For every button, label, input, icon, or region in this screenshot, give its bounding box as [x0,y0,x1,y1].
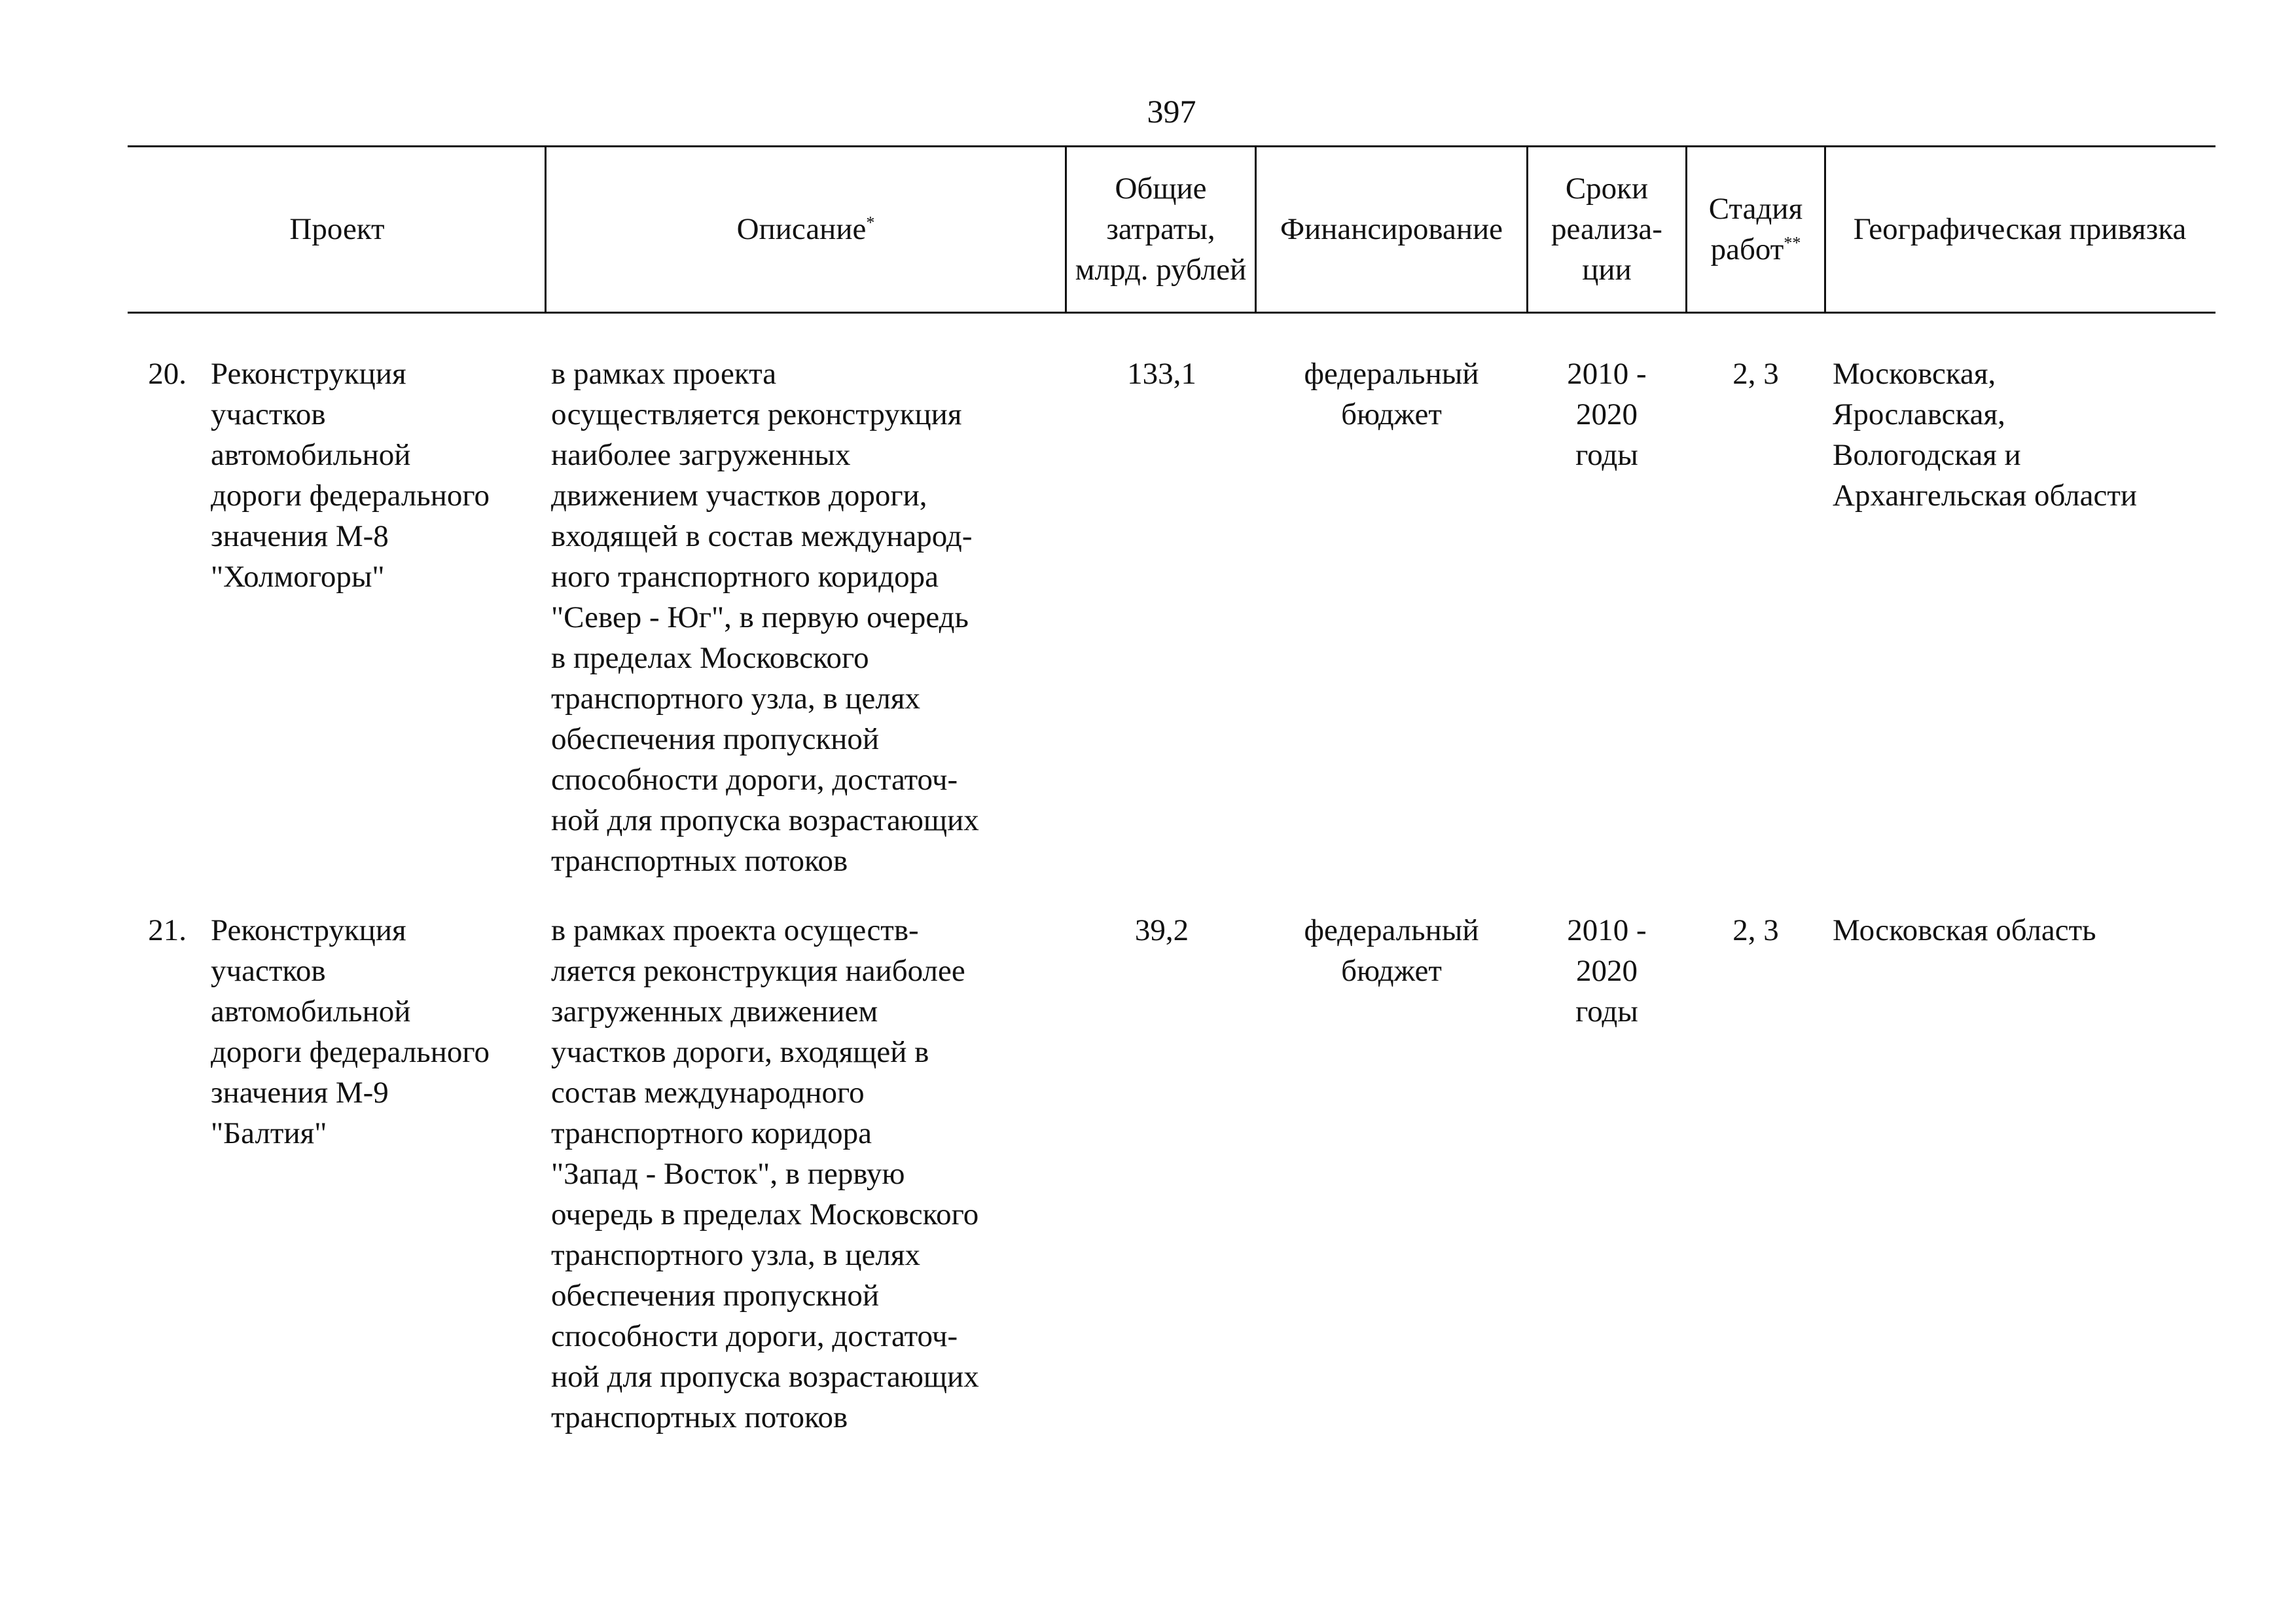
row-project: Реконструкция участков автомобильной дороги федерального значения М-9 "Балтия" [211,913,490,1150]
row-timeline: 2010 - 2020 годы [1567,357,1647,472]
header-divider [1685,147,1687,312]
table-header-bottom-rule [128,312,2215,314]
header-divider [1526,147,1528,312]
row-geography: Московская, Ярославская, Вологодская и Архангельская области [1833,357,2138,513]
row-cost: 133,1 [1127,357,1196,391]
row-geography: Московская область [1833,913,2096,947]
header-description: Описание* [736,212,875,246]
footnote-mark: ** [1784,233,1801,253]
row-description: в рамках проекта осуществ- ляется реконструкция наиболее загруженных движением участков дороги, входящей в состав международного транспортного коридора "Запад - Восток", в первую очередь в пределах Московского транспортного узла, в целях обеспечения пропускной способности дороги, достаточ- ной для пропуска возрастающих транспортных потоков [551,913,979,1434]
row-timeline: 2010 - 2020 годы [1567,913,1647,1029]
header-cost: Общие затраты, млрд. рублей [1075,172,1247,287]
header-divider [1824,147,1826,312]
header-divider [1255,147,1257,312]
header-project: Проект [289,212,385,246]
header-divider [545,147,547,312]
header-financing: Финансирование [1280,212,1503,246]
header-divider [1065,147,1067,312]
header-geography: Географическая привязка [1853,212,2187,246]
row-financing: федеральный бюджет [1304,357,1479,431]
row-cost: 39,2 [1134,913,1189,947]
footnote-mark: * [866,213,875,232]
row-project: Реконструкция участков автомобильной дороги федерального значения М-8 "Холмогоры" [211,357,490,594]
header-stage: Стадия работ** [1708,192,1803,266]
row-description: в рамках проекта осуществляется реконструкция наиболее загруженных движением участков дороги, входящей в состав международ- ного транспортного коридора "Север - Юг", в первую очередь в пределах Московского транспортного узла, в целях обеспечения пропускной способности дороги, достаточ- ной для пропуска возрастающих транспортных потоков [551,357,979,878]
row-stage: 2, 3 [1732,913,1779,947]
table-top-rule [128,145,2215,147]
row-financing: федеральный бюджет [1304,913,1479,988]
row-number: 20. [148,357,187,391]
header-timeline: Сроки реализа-ции [1551,172,1662,287]
page-number: 397 [1147,93,1196,130]
row-number: 21. [148,913,187,947]
row-stage: 2, 3 [1732,357,1779,391]
